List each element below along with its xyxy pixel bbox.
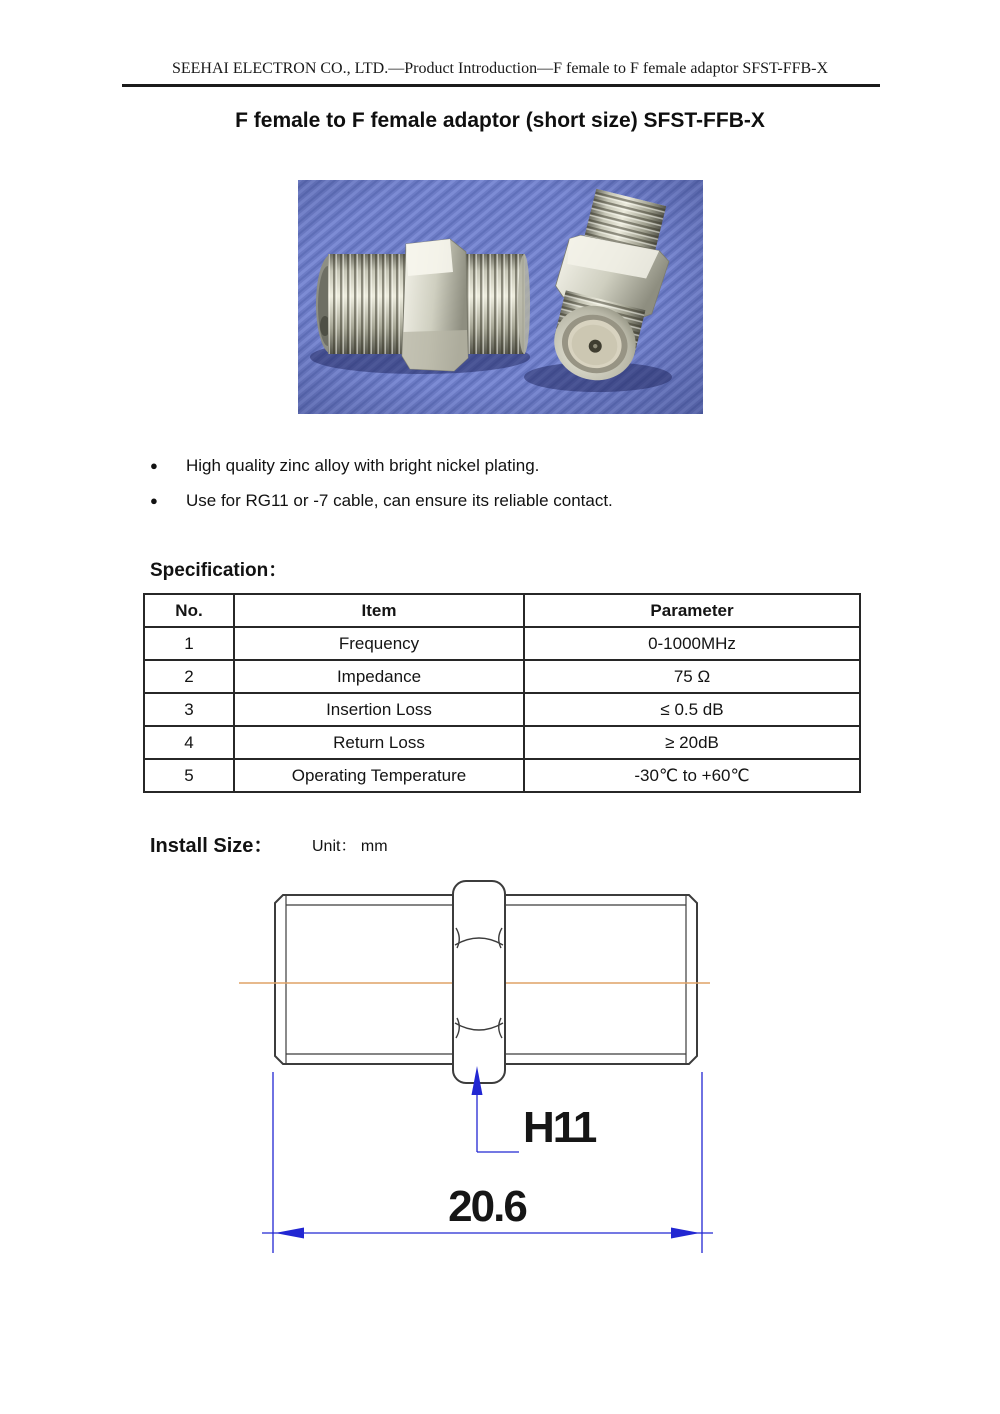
- cell-no: 3: [144, 693, 234, 726]
- feature-text: High quality zinc alloy with bright nickel plating.: [186, 456, 540, 475]
- hex-dimension-label: H11: [523, 1103, 596, 1152]
- cell-parameter: ≤ 0.5 dB: [524, 693, 860, 726]
- cell-no: 2: [144, 660, 234, 693]
- feature-text: Use for RG11 or -7 cable, can ensure its reliable contact.: [186, 491, 613, 510]
- cell-item: Insertion Loss: [234, 693, 524, 726]
- page-header: SEEHAI ELECTRON CO., LTD.—Product Introduction—F female to F female adaptor SFST-FFB-X: [171, 60, 829, 77]
- specification-table: [143, 593, 861, 793]
- adaptor-side-view: [316, 239, 530, 371]
- bullet-icon: ●: [150, 458, 158, 473]
- cell-item: Frequency: [234, 627, 524, 660]
- feature-item: [150, 455, 613, 477]
- cell-item: Operating Temperature: [234, 759, 524, 792]
- page-title: F female to F female adaptor (short size) SFST-FFB-X: [235, 109, 765, 132]
- cell-parameter: -30℃ to +60℃: [524, 759, 860, 792]
- header-rule: [122, 84, 880, 87]
- cell-parameter: ≥ 20dB: [524, 726, 860, 759]
- table-row: [144, 759, 860, 792]
- install-size-heading: Install Size：: [150, 835, 274, 857]
- cell-no: 4: [144, 726, 234, 759]
- column-header-item: Item: [234, 594, 524, 627]
- bullet-icon: ●: [150, 493, 158, 508]
- length-dimension-label: 20.6: [448, 1182, 526, 1231]
- feature-list: [150, 455, 613, 525]
- column-header-no: No.: [144, 594, 234, 627]
- table-row: [144, 627, 860, 660]
- table-row: [144, 693, 860, 726]
- cell-no: 5: [144, 759, 234, 792]
- table-header-row: [144, 594, 860, 627]
- cell-no: 1: [144, 627, 234, 660]
- specification-heading: Specification：: [150, 560, 288, 581]
- product-photo: [298, 180, 703, 414]
- table-row: [144, 660, 860, 693]
- cell-item: Impedance: [234, 660, 524, 693]
- feature-item: [150, 490, 613, 512]
- column-header-parameter: Parameter: [524, 594, 860, 627]
- unit-label: Unit： mm: [312, 838, 388, 855]
- install-size-drawing: [0, 855, 1000, 1265]
- table-row: [144, 726, 860, 759]
- cell-parameter: 0-1000MHz: [524, 627, 860, 660]
- cell-parameter: 75 Ω: [524, 660, 860, 693]
- cell-item: Return Loss: [234, 726, 524, 759]
- hex-nut-outline: [453, 881, 505, 1083]
